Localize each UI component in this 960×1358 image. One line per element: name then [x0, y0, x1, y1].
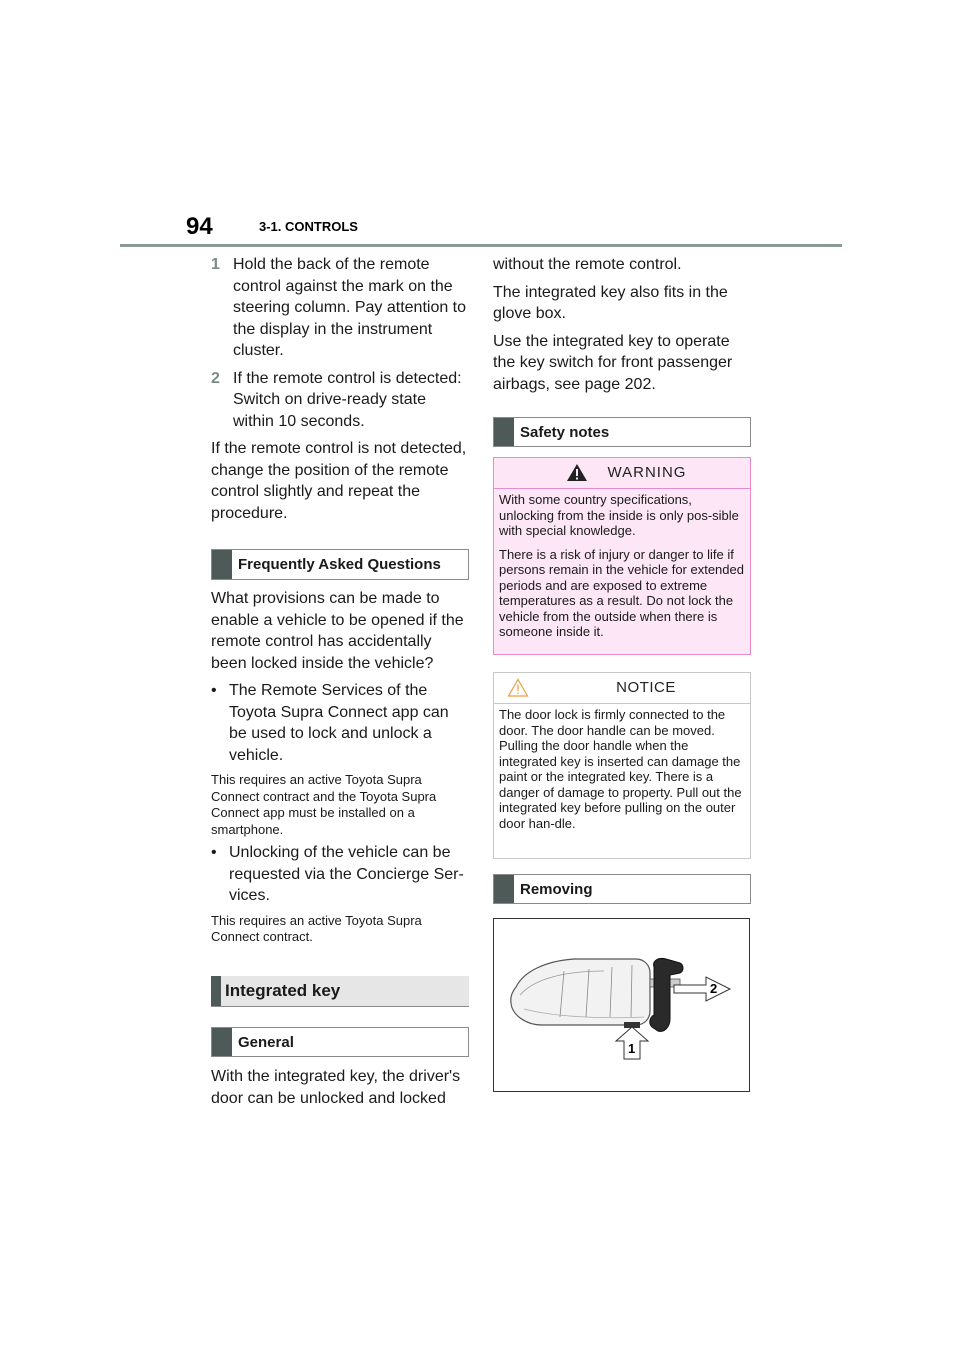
not-detected-paragraph: If the remote control is not detected, change the position of the remote control slightly and repeat the procedure.	[211, 440, 467, 522]
step-2-number: 2	[211, 369, 220, 387]
bullet-marker: •	[211, 844, 217, 861]
faq-note-1: This requires an active Toyota Supra Connect contract and the Toyota Supra Connect app must be installed on a smartphone.	[211, 772, 437, 837]
faq-note-2: This requires an active Toyota Supra Connect contract.	[211, 912, 422, 944]
keyswitch-paragraph: Use the integrated key to operate the key switch for front passenger airbags, see page 202.	[493, 332, 733, 393]
step-1-number: 1	[211, 256, 220, 273]
notice-header	[494, 673, 750, 704]
warning-text-1: With some country specifications, unlocking from the inside is only pos-sible with special knowledge.	[499, 492, 739, 538]
general-heading-label: General	[238, 1034, 294, 1051]
remote-body	[511, 959, 650, 1025]
step-2-text: If the remote control is detected: Switch on drive-ready state within 10 seconds.	[233, 369, 462, 430]
step-2	[211, 368, 469, 433]
faq-question: What provisions can be made to enable a vehicle to be opened if the remote control has accidentally been locked inside the vehicle?	[211, 590, 464, 672]
notice-title: NOTICE	[616, 679, 676, 696]
notice-text: The door lock is firmly connected to the door. The door handle can be moved. Pulling the door handle when the integrated key is inserted can damage the paint or the integrated key. There is a danger of damage to property. Pull out the integrated key before pulling on the outer door han-dle.	[499, 707, 742, 831]
faq-bullet-2	[211, 842, 469, 907]
warning-title: WARNING	[607, 464, 687, 481]
notice-body	[494, 704, 750, 831]
heading-bar	[494, 875, 514, 903]
heading-bar	[211, 976, 221, 1006]
remote-key-illustration	[494, 919, 749, 1091]
warning-header	[494, 458, 750, 489]
faq-bullet-1	[211, 680, 469, 766]
warning-body	[494, 489, 750, 640]
bullet-marker: •	[211, 682, 217, 699]
callout-2: 2	[710, 981, 718, 996]
notice-box	[493, 672, 751, 859]
removing-heading	[493, 874, 751, 904]
faq-bullet-1-text: The Remote Services of the Toyota Supra Connect app can be used to lock and unlock a vehicle.	[229, 682, 449, 764]
general-paragraph: With the integrated key, the driver's door can be unlocked and locked	[211, 1068, 461, 1107]
left-column-top	[211, 254, 469, 530]
step-1	[211, 254, 469, 362]
integrated-key-heading	[211, 976, 469, 1007]
left-column-general	[211, 1066, 469, 1115]
general-heading	[211, 1027, 469, 1057]
section-title: 3-1. CONTROLS	[259, 219, 358, 234]
heading-bar	[212, 550, 232, 579]
integrated-key-heading-label: Integrated key	[225, 981, 341, 1000]
removing-heading-label: Removing	[520, 881, 593, 898]
safety-notes-heading	[493, 417, 751, 447]
faq-heading-label: Frequently Asked Questions	[238, 556, 441, 573]
glovebox-paragraph: The integrated key also fits in the glove box.	[493, 283, 728, 322]
faq-bullet-2-text: Unlocking of the vehicle can be requested via the Concierge Ser-vices.	[229, 844, 464, 904]
heading-bar	[212, 1028, 232, 1056]
warning-box	[493, 457, 751, 655]
step-1-text: Hold the back of the remote control against the mark on the steering column. Pay attention to the display in the instrument cluster.	[233, 256, 467, 359]
key-head	[650, 958, 683, 1031]
continued-paragraph: without the remote control.	[493, 256, 682, 273]
key-removal-figure	[493, 918, 750, 1092]
caution-triangle-icon	[507, 678, 529, 697]
callout-1: 1	[628, 1041, 636, 1056]
safety-notes-heading-label: Safety notes	[520, 424, 610, 441]
faq-heading	[211, 549, 469, 580]
page-number: 94	[186, 213, 213, 240]
header-divider	[120, 244, 842, 247]
heading-bar	[494, 418, 514, 446]
warning-text-2: There is a risk of injury or danger to life if persons remain in the vehicle for extended periods and are exposed to extreme temperatures as a result. Do not lock the vehicle from the outside when there is someone inside it.	[499, 546, 744, 639]
right-column-top	[493, 254, 751, 401]
pull-arrow-icon	[674, 977, 730, 1001]
left-column-faq	[211, 588, 469, 950]
